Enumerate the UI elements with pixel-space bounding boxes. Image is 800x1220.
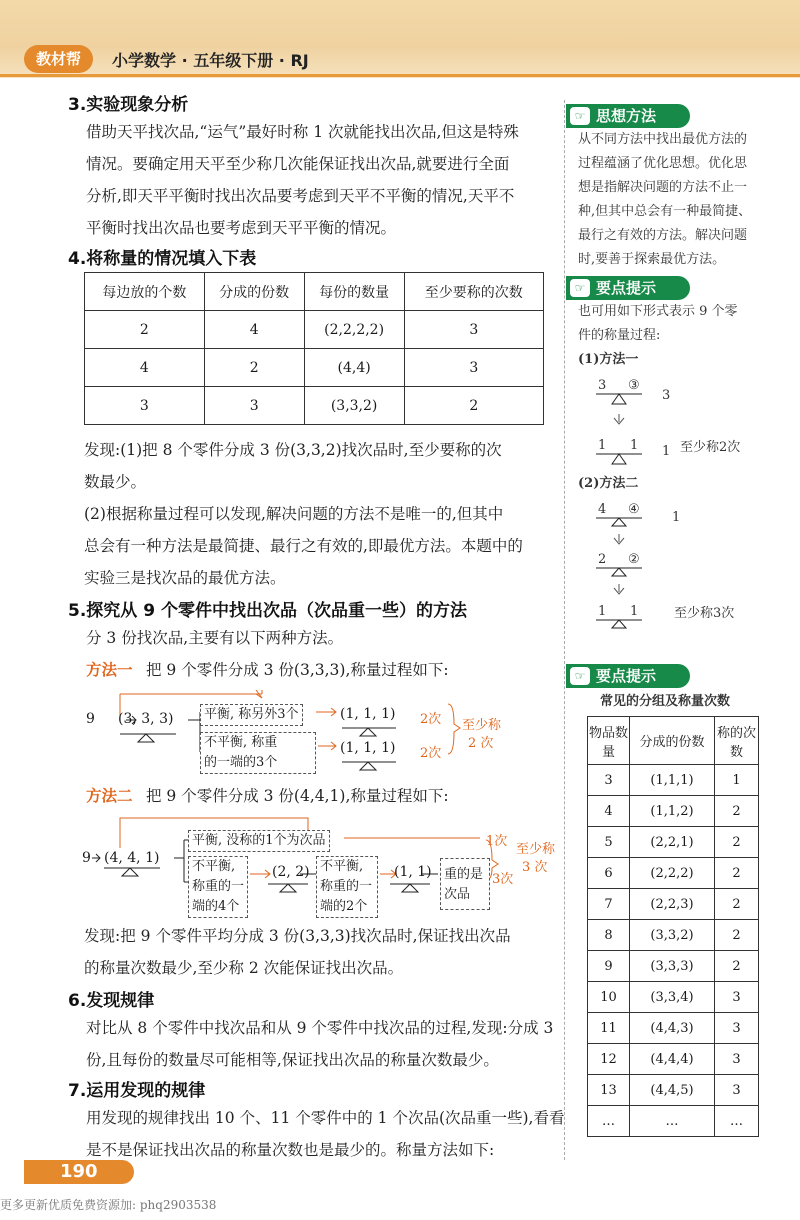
cell: (1,1,2) — [630, 796, 715, 827]
d2-start: 9 — [82, 850, 91, 866]
table-row — [588, 796, 759, 827]
th: 分成的份数 — [630, 717, 715, 765]
cell: 3 — [204, 387, 304, 425]
d1-balance-box: 平衡, 称另外3个 — [200, 704, 303, 726]
s4-finding: 总会有一种方法是最简捷、最行之有效的,即最优方法。本题中的 — [84, 537, 523, 555]
s3-line: 借助天平找次品,“运气”最好时称 1 次就能找出次品,但这是特殊 — [86, 123, 519, 141]
d2-line: 端的4个 — [192, 899, 240, 914]
method-two-label: 方法二 — [86, 786, 133, 805]
section-3-title: 3.实验现象分析 — [68, 95, 189, 115]
side-note: 时,要善于探索最优方法。 — [578, 252, 726, 267]
s7-line: 用发现的规律找出 10 个、11 个零件中的 1 个次品(次品重一些),看看 — [86, 1109, 565, 1127]
d1-summary: 至少称 — [462, 718, 502, 733]
d2-times-3: 3次 — [492, 872, 514, 887]
cell: (3,3,4) — [630, 982, 715, 1013]
scale-right: 1 — [630, 604, 639, 619]
table-row — [588, 951, 759, 982]
cell: 13 — [588, 1075, 630, 1106]
cell: 6 — [588, 858, 630, 889]
cell: 3 — [715, 1075, 759, 1106]
table-row — [588, 982, 759, 1013]
table-row — [588, 1075, 759, 1106]
tag-thinking-method — [566, 104, 690, 128]
cell: (3,3,3) — [630, 951, 715, 982]
d1-scale: (3, 3, 3) — [118, 711, 174, 727]
s5-intro: 分 3 份找次品,主要有以下两种方法。 — [86, 629, 344, 647]
cell: (3,3,2) — [630, 920, 715, 951]
d2-scale: (4, 4, 1) — [104, 850, 160, 866]
side-note: 也可用如下形式表示 9 个零 — [578, 304, 738, 319]
d1-result-top: (1, 1, 1) — [340, 706, 396, 722]
d1-summary-count: 2 次 — [468, 736, 494, 751]
side-note: 过程蕴涵了优化思想。优化思 — [578, 156, 748, 171]
d2-scale-2: (2, 2) — [272, 864, 310, 880]
tag-label: 要点提示 — [596, 667, 657, 685]
d2-unbalance-box-2 — [316, 856, 378, 918]
book-badge: 教材帮 — [24, 45, 93, 73]
cell: (2,2,2,2) — [304, 311, 404, 349]
cell: 2 — [404, 387, 543, 425]
cell: … — [715, 1106, 759, 1137]
cell: (1,1,1) — [630, 765, 715, 796]
d1-times-top: 2次 — [420, 712, 442, 727]
bottom-watermark: 更多更新优质免费资源加: phq2903538 — [0, 1198, 217, 1212]
section-7-title: 7.运用发现的规律 — [68, 1081, 206, 1101]
side-note: 从不同方法中找出最优方法的 — [578, 132, 748, 147]
cell: 2 — [715, 827, 759, 858]
side-note: 种,但其中总会有一种最简捷、 — [578, 204, 752, 219]
scale-left: 1 — [598, 438, 607, 453]
scale-right: ④ — [628, 502, 640, 517]
sidebar-divider — [564, 100, 565, 1160]
d2-line: 重的是 — [444, 867, 484, 882]
hand-pointer-icon: ☞ — [570, 279, 590, 297]
th: 物品数量 — [588, 717, 630, 765]
cell: 2 — [85, 311, 205, 349]
table-row — [588, 1106, 759, 1137]
s7-line: 是不是保证找出次品的称量次数也是最少的。称量方法如下: — [86, 1141, 495, 1159]
cell: … — [588, 1106, 630, 1137]
side-table-title: 常见的分组及称量次数 — [600, 694, 731, 709]
cell: 11 — [588, 1013, 630, 1044]
scale-left: 1 — [598, 604, 607, 619]
th: 称的次数 — [715, 717, 759, 765]
cell: 1 — [715, 765, 759, 796]
scale-left: 2 — [598, 552, 607, 567]
d1-ub-line: 的一端的3个 — [204, 755, 278, 770]
s4-finding: 数最少。 — [84, 473, 147, 491]
side-note-count: 至少称3次 — [674, 606, 735, 621]
d1-ub-line: 不平衡, 称重 — [204, 735, 278, 750]
s5-finding: 的称量次数最少,至少称 2 次能保证找出次品。 — [84, 959, 404, 977]
s4-finding: 发现:(1)把 8 个零件分成 3 份(3,3,2)找次品时,至少要称的次 — [84, 441, 502, 459]
cell: 2 — [204, 349, 304, 387]
d2-unbalance-box — [188, 856, 248, 918]
d2-result-box — [440, 858, 490, 910]
d1-result-bottom: (1, 1, 1) — [340, 740, 396, 756]
cell: 2 — [715, 920, 759, 951]
s6-line: 份,且每份的数量尽可能相等,保证找出次品的称量次数最少。 — [86, 1051, 499, 1069]
cell: 3 — [404, 311, 543, 349]
d2-line: 不平衡, — [192, 859, 236, 874]
th: 每份的数量 — [304, 273, 404, 311]
scale-left: 4 — [598, 502, 607, 517]
cell: 8 — [588, 920, 630, 951]
tag-key-point — [566, 276, 690, 300]
s6-line: 对比从 8 个零件中找次品和从 9 个零件中找次品的过程,发现:分成 3 — [86, 1019, 554, 1037]
scale-left: 3 — [598, 378, 607, 393]
hand-pointer-icon: ☞ — [570, 107, 590, 125]
d2-summary-count: 3 次 — [522, 860, 548, 875]
cell: 4 — [85, 349, 205, 387]
scale-right: ③ — [628, 378, 640, 393]
cell: (2,2,3) — [630, 889, 715, 920]
side-method-1: (1)方法一 — [578, 352, 639, 367]
scale-right: ② — [628, 552, 640, 567]
d2-times-1: 1次 — [486, 834, 508, 849]
d1-times-bottom: 2次 — [420, 746, 442, 761]
section-4-title: 4.将称量的情况填入下表 — [68, 249, 257, 269]
d2-line: 端的2个 — [320, 899, 368, 914]
scale-aside: 1 — [672, 510, 681, 525]
scale-right: 1 — [630, 438, 639, 453]
th: 至少要称的次数 — [404, 273, 543, 311]
hand-pointer-icon: ☞ — [570, 667, 590, 685]
page-number: 190 — [24, 1160, 134, 1184]
d2-line: 称重的一 — [320, 879, 373, 894]
d2-scale-3: (1, 1) — [394, 864, 432, 880]
cell: 12 — [588, 1044, 630, 1075]
method-one-label: 方法一 — [86, 660, 133, 679]
cell: 9 — [588, 951, 630, 982]
table-row — [588, 765, 759, 796]
table-row — [588, 858, 759, 889]
cell: (4,4,4) — [630, 1044, 715, 1075]
cell: (2,2,1) — [630, 827, 715, 858]
cell: 2 — [715, 858, 759, 889]
side-note: 件的称量过程: — [578, 328, 661, 343]
cell: 3 — [85, 387, 205, 425]
table-row — [588, 1013, 759, 1044]
page-title: 小学数学 · 五年级下册 · RJ — [112, 51, 309, 70]
tag-label: 思想方法 — [596, 107, 657, 125]
table-row — [588, 920, 759, 951]
cell: (4,4) — [304, 349, 404, 387]
cell: 4 — [204, 311, 304, 349]
s4-finding: 实验三是找次品的最优方法。 — [84, 569, 286, 587]
section-6-title: 6.发现规律 — [68, 991, 155, 1011]
table-row — [85, 349, 544, 387]
table-row — [588, 827, 759, 858]
th: 分成的份数 — [204, 273, 304, 311]
method-two-text: 把 9 个零件分成 3 份(4,4,1),称量过程如下: — [146, 787, 449, 805]
s5-finding: 发现:把 9 个零件平均分成 3 份(3,3,3)找次品时,保证找出次品 — [84, 927, 511, 945]
d2-balance-box: 平衡, 没称的1个为次品 — [188, 830, 330, 852]
cell: (3,3,2) — [304, 387, 404, 425]
side-note-count: 至少称2次 — [680, 440, 741, 455]
s4-finding: (2)根据称量过程可以发现,解决问题的方法不是唯一的,但其中 — [84, 505, 504, 523]
section-5-title: 5.探究从 9 个零件中找出次品（次品重一些）的方法 — [68, 601, 467, 621]
cell: 2 — [715, 889, 759, 920]
table-row — [588, 889, 759, 920]
tag-key-point-2 — [566, 664, 690, 688]
d1-start: 9 — [86, 711, 95, 727]
side-method-2: (2)方法二 — [578, 476, 639, 491]
table-row — [85, 387, 544, 425]
cell: 3 — [715, 1044, 759, 1075]
cell: … — [630, 1106, 715, 1137]
cell: (4,4,3) — [630, 1013, 715, 1044]
d2-line: 次品 — [444, 887, 471, 902]
method-one-text: 把 9 个零件分成 3 份(3,3,3),称量过程如下: — [146, 661, 449, 679]
cell: 7 — [588, 889, 630, 920]
tag-label: 要点提示 — [596, 279, 657, 297]
cell: 10 — [588, 982, 630, 1013]
d1-unbalance-box — [200, 732, 316, 774]
d2-line: 不平衡, — [320, 859, 364, 874]
cell: 4 — [588, 796, 630, 827]
s3-line: 分析,即天平平衡时找出次品要考虑到天平不平衡的情况,天平不 — [86, 187, 515, 205]
table-row — [85, 311, 544, 349]
weighing-table — [84, 272, 544, 425]
cell: 3 — [404, 349, 543, 387]
cell: 3 — [715, 982, 759, 1013]
cell: 5 — [588, 827, 630, 858]
table-row — [588, 1044, 759, 1075]
side-note: 想是指解决问题的方法不止一 — [578, 180, 748, 195]
th: 每边放的个数 — [85, 273, 205, 311]
cell: 3 — [715, 1013, 759, 1044]
scale-aside: 3 — [662, 388, 671, 403]
side-note: 最行之有效的方法。解决问题 — [578, 228, 748, 243]
cell: (2,2,2) — [630, 858, 715, 889]
cell: 2 — [715, 951, 759, 982]
s3-line: 情况。要确定用天平至少称几次能保证找出次品,就要进行全面 — [86, 155, 510, 173]
scale-aside: 1 — [662, 444, 671, 459]
s3-line: 平衡时找出次品也要考虑到天平平衡的情况。 — [86, 219, 397, 237]
d2-line: 称重的一 — [192, 879, 245, 894]
d2-summary: 至少称 — [516, 842, 556, 857]
cell: 3 — [588, 765, 630, 796]
grouping-table — [587, 716, 759, 1137]
cell: (4,4,5) — [630, 1075, 715, 1106]
cell: 2 — [715, 796, 759, 827]
